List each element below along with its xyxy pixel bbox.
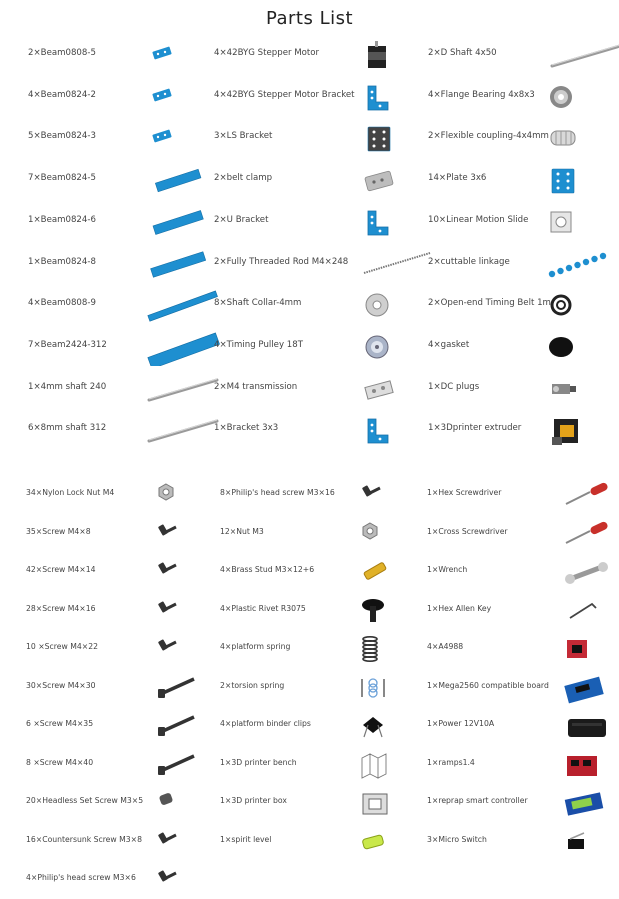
extruder-icon <box>546 415 586 447</box>
part-label: 12×Nut M3 <box>220 526 264 536</box>
brass-stud-icon <box>358 557 392 587</box>
long-screw-icon <box>154 750 198 780</box>
bearing-icon <box>546 82 576 112</box>
spirit-level-icon <box>358 827 388 857</box>
part-label: 1×DC plugs <box>428 381 480 392</box>
part-label: 16×Countersunk Screw M3×8 <box>26 834 143 844</box>
bracket-icon <box>362 82 392 112</box>
timing-pulley-icon <box>362 332 392 362</box>
nut-icon <box>358 519 382 543</box>
part-label: 8×Shaft Collar-4mm <box>214 298 302 309</box>
part-label: 7×Beam0824-5 <box>28 173 96 184</box>
part-label: 1×3D printer bench <box>220 757 297 767</box>
part-label: 1×3Dprinter extruder <box>428 423 522 434</box>
part-label: 4×gasket <box>428 339 470 350</box>
screw-icon <box>154 827 184 853</box>
part-label: 4×42BYG Stepper Motor <box>214 48 320 58</box>
part-label: 1×Bracket 3x3 <box>214 423 279 434</box>
part-label: 10 ×Screw M4×22 <box>26 642 98 651</box>
part-label: 4×Philip's head screw M3×6 <box>26 873 136 882</box>
rivet-icon <box>358 596 388 626</box>
part-label: 4×Beam0824-2 <box>28 89 96 100</box>
long-screw-icon <box>154 673 198 703</box>
box-icon <box>358 788 392 818</box>
driver-board-icon <box>562 634 592 664</box>
long-screw-icon <box>154 711 198 741</box>
beam-icon <box>143 165 213 195</box>
part-label: 4×platform binder clips <box>220 719 311 728</box>
part-label: 2×belt clamp <box>214 173 273 184</box>
gasket-icon <box>546 332 576 362</box>
part-label: 1×4mm shaft 240 <box>28 381 107 392</box>
set-screw-icon <box>154 788 178 812</box>
stepper-motor-icon <box>362 40 392 70</box>
bench-icon <box>358 750 388 780</box>
part-label: 1×Wrench <box>427 565 468 574</box>
part-label: 34×Nylon Lock Nut M4 <box>26 488 115 497</box>
part-label: 6 ×Screw M4×35 <box>26 719 94 728</box>
dc-plug-icon <box>546 374 580 404</box>
part-label: 1×Hex Screwdriver <box>427 488 502 497</box>
part-label: 2×U Bracket <box>214 214 269 225</box>
part-label: 4×Brass Stud M3×12+6 <box>220 565 315 574</box>
allen-key-icon <box>562 596 602 626</box>
part-label: 3×LS Bracket <box>214 131 273 142</box>
part-label: 8 ×Screw M4×40 <box>26 757 94 767</box>
part-label: 4×A4988 <box>427 642 464 651</box>
part-label: 30×Screw M4×30 <box>26 680 96 690</box>
beam-icon <box>143 207 213 237</box>
long-beam-icon <box>143 290 223 324</box>
part-label: 20×Headless Set Screw M3×5 <box>26 796 144 805</box>
transmission-icon <box>362 374 396 404</box>
part-label: 6×8mm shaft 312 <box>28 423 107 434</box>
part-label: 2×cuttable linkage <box>428 256 510 267</box>
shaft-icon <box>143 415 223 445</box>
part-label: 2×Beam0808-5 <box>28 48 96 58</box>
part-label: 4×Timing Pulley 18T <box>214 339 303 350</box>
threaded-rod-icon <box>362 249 432 279</box>
part-label: 1×Cross Screwdriver <box>427 526 508 536</box>
page-title: Parts List <box>265 8 354 29</box>
part-label: 2×Flexible coupling-4x4mm <box>428 131 549 142</box>
screw-icon <box>154 519 184 545</box>
binder-clip-icon <box>358 711 388 741</box>
part-label: 1×Power 12V10A <box>427 719 495 728</box>
part-label: 2×torsion spring <box>220 680 285 690</box>
screw-icon <box>358 480 388 506</box>
screw-icon <box>154 557 184 583</box>
part-label: 10×Linear Motion Slide <box>428 214 529 225</box>
plate-icon <box>546 165 580 195</box>
plate-icon <box>362 123 396 153</box>
screw-icon <box>154 634 184 660</box>
part-label: 2×D Shaft 4x50 <box>428 48 497 58</box>
nut-icon <box>154 480 178 504</box>
part-label: 4×Plastic Rivet R3075 <box>220 603 306 613</box>
shaft-icon <box>546 40 619 70</box>
screwdriver-icon <box>562 480 612 510</box>
part-label: 14×Plate 3x6 <box>428 173 487 184</box>
part-label: 2×Open-end Timing Belt 1m <box>428 298 551 309</box>
screw-icon <box>154 865 184 891</box>
part-label: 1×reprap smart controller <box>427 796 528 805</box>
part-label: 7×Beam2424-312 <box>28 339 107 350</box>
part-label: 4×Flange Bearing 4x8x3 <box>428 89 535 100</box>
power-supply-icon <box>562 711 612 743</box>
short-beam-icon <box>143 40 183 66</box>
chain-icon <box>546 249 610 279</box>
part-label: 1×3D printer box <box>220 796 287 805</box>
part-label: 42×Screw M4×14 <box>26 565 96 574</box>
part-label: 2×Fully Threaded Rod M4×248 <box>214 256 349 267</box>
part-label: 1×Beam0824-8 <box>28 256 96 267</box>
bracket-icon <box>362 415 392 445</box>
bracket-icon <box>362 207 392 237</box>
micro-switch-icon <box>562 827 592 857</box>
short-beam-icon <box>143 82 183 108</box>
shaft-icon <box>143 374 223 404</box>
part-label: 3×Micro Switch <box>427 834 487 844</box>
part-label: 1×Beam0824-6 <box>28 214 96 225</box>
screwdriver-icon <box>562 519 612 549</box>
part-label: 4×platform spring <box>220 642 291 651</box>
timing-belt-icon <box>546 290 576 320</box>
part-label: 35×Screw M4×8 <box>26 526 91 536</box>
coupling-icon <box>546 123 580 153</box>
part-label: 4×42BYG Stepper Motor Bracket <box>214 89 355 100</box>
part-label: 1×spirit level <box>220 834 272 844</box>
part-label: 1×Hex Allen Key <box>427 603 492 613</box>
part-label: 1×ramps1.4 <box>427 757 475 767</box>
part-label: 8×Philip's head screw M3×16 <box>220 488 335 497</box>
wrench-icon <box>562 557 612 587</box>
beam-icon <box>143 249 213 279</box>
short-beam-icon <box>143 123 183 149</box>
spring-icon <box>358 634 382 664</box>
part-label: 1×Mega2560 compatible board <box>427 680 549 690</box>
part-label: 5×Beam0824-3 <box>28 131 96 142</box>
screw-icon <box>154 596 184 622</box>
part-label: 28×Screw M4×16 <box>26 603 96 613</box>
part-label: 4×Beam0808-9 <box>28 298 96 309</box>
shaft-collar-icon <box>362 290 392 320</box>
lcd-controller-icon <box>562 788 606 818</box>
torsion-spring-icon <box>358 673 388 703</box>
long-beam-icon <box>143 332 223 366</box>
part-label: 2×M4 transmission <box>214 381 298 392</box>
ramps-board-icon <box>562 750 602 780</box>
linear-slide-icon <box>546 207 576 237</box>
belt-clamp-icon <box>362 165 396 195</box>
mega-board-icon <box>562 673 606 705</box>
